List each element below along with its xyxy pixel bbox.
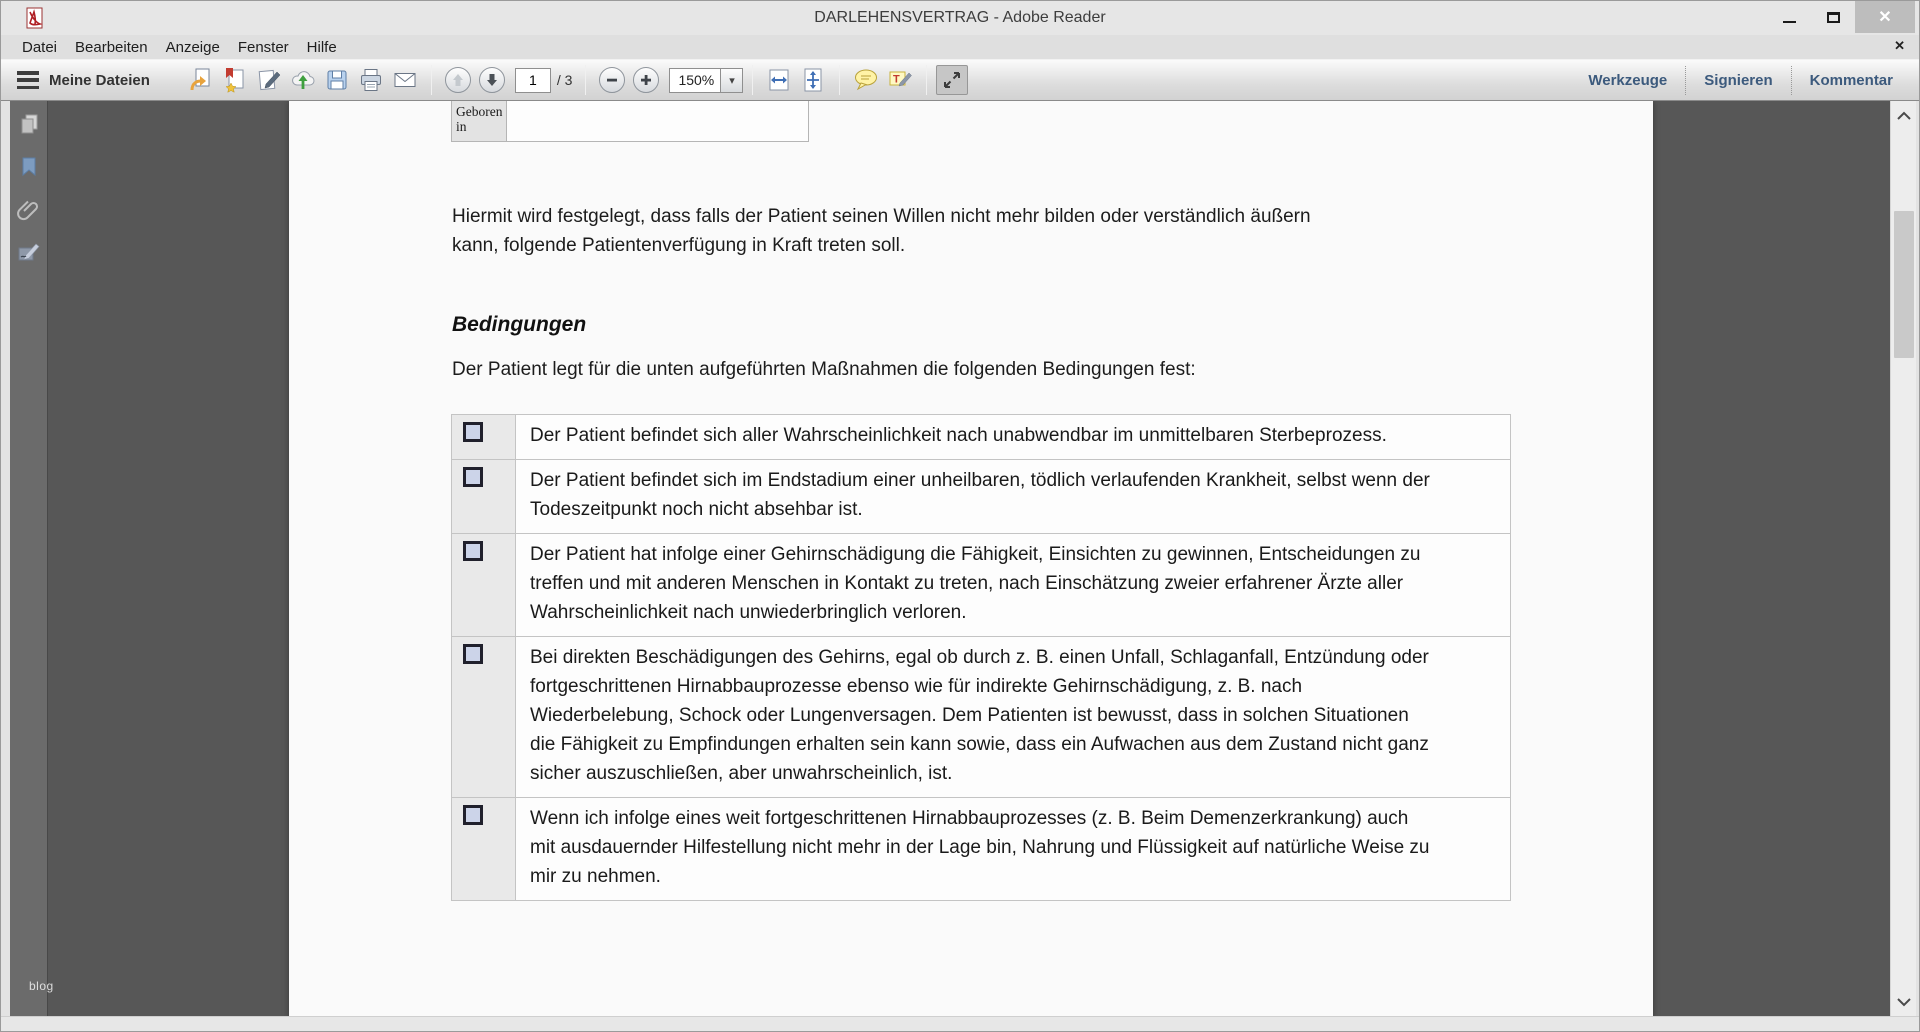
close-icon: ✕: [1878, 9, 1892, 26]
condition-text: Der Patient befindet sich aller Wahrscheinlichkeit nach unabwendbar im unmittelbaren Sterbeprozess.: [530, 425, 1387, 446]
page-count-label: / 3: [556, 72, 573, 88]
next-page-button[interactable]: [479, 67, 505, 93]
previous-page-button[interactable]: [445, 67, 471, 93]
signature-panel-button[interactable]: [16, 240, 42, 266]
save-icon: [324, 67, 350, 93]
next-page-icon: [484, 72, 500, 88]
zoom-out-icon: [605, 73, 619, 87]
menu-fenster[interactable]: Fenster: [237, 38, 289, 56]
tab-signieren[interactable]: Signieren: [1685, 66, 1790, 95]
condition-checkbox[interactable]: [463, 422, 483, 442]
menu-datei[interactable]: Datei: [22, 38, 58, 56]
condition-checkbox[interactable]: [463, 805, 483, 825]
email-button[interactable]: [390, 66, 420, 94]
save-button[interactable]: [322, 66, 352, 94]
condition-checkbox-cell: [452, 798, 516, 900]
bookmarks-icon: [17, 155, 41, 179]
page-thumbnails-button[interactable]: [16, 111, 42, 137]
condition-row: [452, 534, 1510, 637]
page-number-input[interactable]: [515, 68, 551, 93]
watermark-label: blog: [29, 979, 54, 993]
condition-text: Wenn ich infolge eines weit fortgeschrittenen Hirnabbauprozesses (z. B. Beim Demenzerkrankung) auch mit ausdauernder Hilfestellung nicht mehr in der Lage bin, Nahrung und Flüssigkeit auf natürliche Weise zu mir zu nehmen.: [530, 808, 1430, 887]
page-thumbnails-icon: [17, 112, 41, 136]
adobe-reader-logo-icon: [25, 7, 45, 29]
menu-bar: [1, 35, 1919, 59]
zoom-in-icon: [639, 73, 653, 87]
open-button[interactable]: [186, 66, 216, 94]
toolbar-separator: [926, 65, 927, 95]
email-icon: [392, 67, 418, 93]
highlight-icon: [887, 67, 913, 93]
my-files-button[interactable]: Meine Dateien: [49, 71, 150, 89]
bookmarks-button[interactable]: [16, 154, 42, 180]
close-button[interactable]: [1855, 1, 1915, 33]
condition-text: Der Patient befindet sich im Endstadium einer unheilbaren, tödlich verlaufenden Krankheit, selbst wenn der Todeszeitpunkt noch nicht absehbar ist.: [530, 470, 1430, 520]
fit-page-button[interactable]: [798, 66, 828, 94]
condition-text: Der Patient hat infolge einer Gehirnschädigung die Fähigkeit, Einsichten zu gewinnen, Entscheidungen zu treffen und mit anderen Menschen in Kontakt zu treten, nach Einschätzung zweier erfahrener Ärzte aller Wahrscheinlichkeit nach unwiederbringlich verloren.: [530, 544, 1421, 623]
condition-checkbox[interactable]: [463, 467, 483, 487]
intro-paragraph: Hiermit wird festgelegt, dass falls der Patient seinen Willen nicht mehr bilden oder verständlich äußern kann, folgende Patientenverfügung in Kraft treten soll.: [452, 206, 1311, 256]
pdf-page: [289, 101, 1653, 1016]
fit-page-icon: [800, 67, 826, 93]
zoom-in-button[interactable]: [633, 67, 659, 93]
menubar-close-icon[interactable]: ✕: [1894, 38, 1905, 53]
fit-width-icon: [766, 67, 792, 93]
chevron-down-icon: [1897, 998, 1911, 1007]
tab-kommentar[interactable]: Kommentar: [1791, 66, 1911, 95]
toolbar-separator: [839, 65, 840, 95]
highlight-button[interactable]: [885, 66, 915, 94]
open-icon: [188, 67, 214, 93]
form-field-value[interactable]: [507, 101, 808, 141]
fit-width-button[interactable]: [764, 66, 794, 94]
attachments-icon: [16, 197, 42, 223]
condition-row: [452, 460, 1510, 534]
print-button[interactable]: [356, 66, 386, 94]
window-bottom-edge: [1, 1016, 1919, 1031]
create-pdf-button[interactable]: [220, 66, 250, 94]
svg-text:T: T: [893, 73, 901, 86]
zoom-level-select[interactable]: [669, 68, 743, 93]
vertical-scrollbar[interactable]: [1890, 101, 1916, 1016]
sticky-note-button[interactable]: [851, 66, 881, 94]
menu-bearbeiten[interactable]: Bearbeiten: [75, 38, 148, 56]
print-icon: [358, 67, 384, 93]
minimize-icon: [1783, 21, 1796, 23]
condition-checkbox-cell: [452, 534, 516, 636]
condition-row: [452, 637, 1510, 798]
minimize-button[interactable]: [1767, 1, 1811, 33]
condition-row: [452, 415, 1510, 460]
cloud-upload-button[interactable]: [288, 66, 318, 94]
form-field-label: Geboren in: [452, 101, 507, 141]
write-icon: [256, 67, 282, 93]
conditions-table: [451, 414, 1511, 901]
previous-page-icon: [450, 72, 466, 88]
fullscreen-icon: [942, 70, 962, 90]
form-field-row: [451, 101, 809, 142]
toolbar: [1, 59, 1919, 101]
toolbar-separator: [585, 65, 586, 95]
chevron-up-icon: [1897, 111, 1911, 120]
condition-checkbox[interactable]: [463, 541, 483, 561]
window-title: DARLEHENSVERTRAG - Adobe Reader: [814, 9, 1106, 26]
scroll-up-button[interactable]: [1891, 103, 1916, 127]
menu-hilfe[interactable]: Hilfe: [306, 38, 337, 56]
cloud-upload-icon: [290, 67, 316, 93]
fill-sign-button[interactable]: [254, 66, 284, 94]
zoom-level-value: 150%: [669, 68, 721, 93]
toolbar-separator: [752, 65, 753, 95]
navigation-pane-strip: [10, 101, 48, 1016]
attachments-button[interactable]: [16, 197, 42, 223]
zoom-out-button[interactable]: [599, 67, 625, 93]
menu-icon[interactable]: [17, 71, 39, 89]
main-area: [1, 101, 1919, 1016]
condition-checkbox[interactable]: [463, 644, 483, 664]
section-lead: Der Patient legt für die unten aufgeführten Maßnahmen die folgenden Bedingungen fest:: [452, 359, 1196, 380]
sticky-note-icon: [853, 67, 879, 93]
condition-checkbox-cell: [452, 637, 516, 797]
document-canvas: [48, 101, 1890, 1016]
condition-checkbox-cell: [452, 460, 516, 533]
toolbar-separator: [431, 65, 432, 95]
chevron-down-icon[interactable]: ▾: [721, 68, 743, 93]
condition-row: [452, 798, 1510, 900]
title-bar: [1, 1, 1919, 35]
maximize-button[interactable]: [1811, 1, 1855, 33]
menu-anzeige[interactable]: Anzeige: [165, 38, 220, 56]
scroll-down-button[interactable]: [1891, 990, 1916, 1014]
window-frame-edge: [1916, 101, 1919, 1016]
window-frame-edge: [1, 101, 10, 1016]
section-heading: Bedingungen: [452, 313, 587, 336]
fullscreen-button[interactable]: [936, 65, 968, 95]
condition-text: Bei direkten Beschädigungen des Gehirns, egal ob durch z. B. einen Unfall, Schlaganfall, Entzündung oder fortgeschrittenen Hirnabbauprozesse ebenso wie für indirekte Gehirnschädigung, z. B. nach Wiederbelebung, Schock oder Lungenversagen. Dem Patienten ist bewusst, dass in solchen Situationen die Fähigkeit zu Empfindungen erhalten sein kann sowie, dass ein Aufwachen aus dem Zustand nicht ganz sicher auszuschließen, aber unwahrscheinlich, ist.: [530, 647, 1429, 784]
scrollbar-thumb[interactable]: [1894, 211, 1914, 358]
condition-checkbox-cell: [452, 415, 516, 459]
maximize-icon: [1827, 12, 1840, 23]
tab-werkzeuge[interactable]: Werkzeuge: [1588, 71, 1668, 89]
create-pdf-icon: [222, 67, 248, 93]
signature-icon: [16, 240, 42, 266]
